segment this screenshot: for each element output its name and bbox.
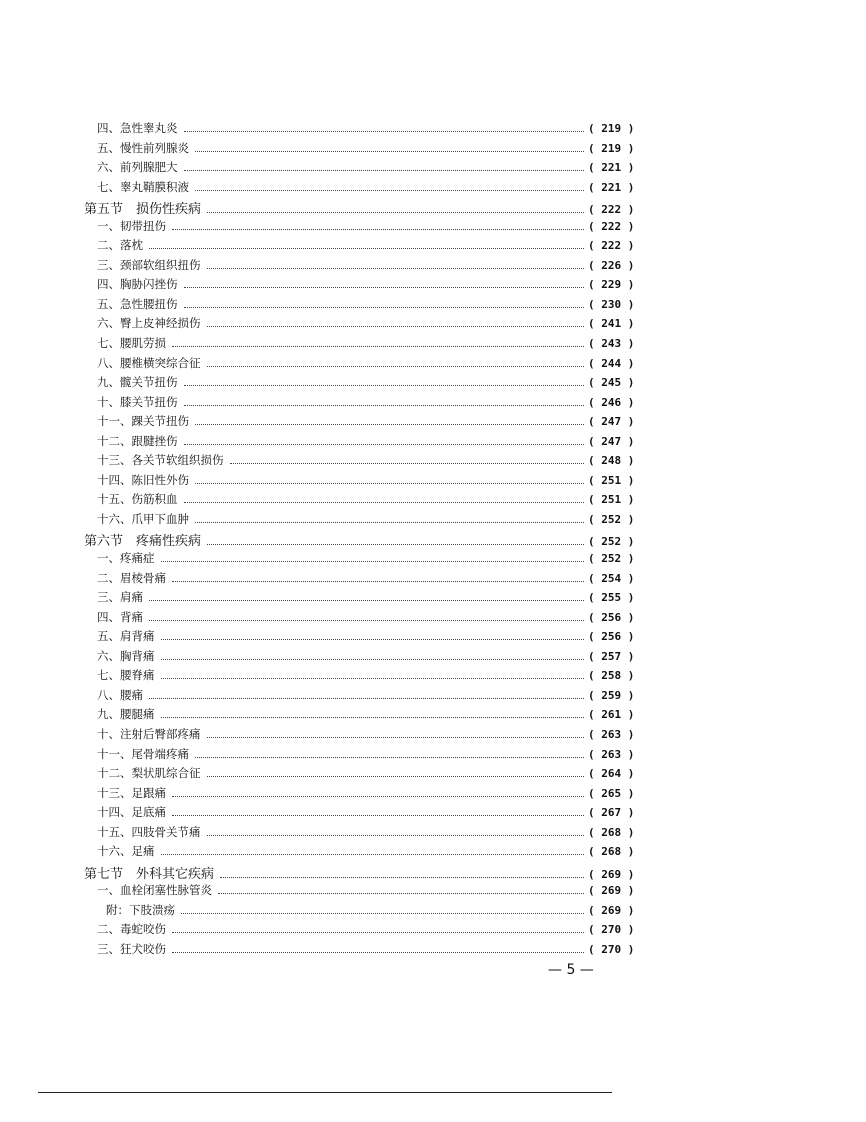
entry-page: ( 264 )	[588, 767, 635, 781]
toc-entry	[84, 609, 634, 629]
entry-page: ( 259 )	[588, 688, 635, 702]
toc-entry	[84, 394, 634, 414]
dot-leader	[207, 267, 585, 269]
entry-page: ( 243 )	[588, 337, 635, 351]
dot-leader	[184, 404, 585, 406]
entry-page: ( 241 )	[588, 317, 635, 331]
entry-title: 二、眉棱骨痛	[97, 570, 166, 585]
dot-leader	[207, 834, 585, 836]
dot-leader	[149, 697, 584, 699]
toc-entry	[84, 628, 634, 648]
entry-page: ( 254 )	[588, 571, 635, 585]
dot-leader	[220, 876, 584, 878]
entry-title: 四、急性睾丸炎	[97, 121, 178, 135]
dot-leader	[172, 814, 584, 816]
entry-title: 一、血栓闭塞性脉管炎	[97, 883, 212, 898]
entry-title: 五、肩背痛	[97, 629, 155, 644]
toc-section-heading	[84, 863, 634, 883]
dot-leader	[207, 211, 584, 213]
entry-title: 七、睾丸鞘膜积液	[97, 179, 189, 194]
entry-title: 三、狂犬咬伤	[97, 941, 166, 956]
bottom-rule	[38, 1092, 612, 1093]
entry-page: ( 269 )	[588, 867, 635, 881]
toc-entry	[84, 746, 634, 766]
toc-entry	[84, 159, 634, 179]
entry-page: ( 252 )	[588, 535, 635, 549]
entry-page: ( 256 )	[588, 630, 635, 644]
dot-leader	[207, 736, 585, 738]
entry-title: 九、髋关节扭伤	[97, 375, 178, 390]
entry-page: ( 257 )	[588, 649, 635, 663]
toc-entry	[84, 452, 634, 472]
entry-page: ( 251 )	[588, 473, 635, 487]
toc-entry	[84, 550, 634, 570]
dot-leader	[172, 580, 584, 582]
dot-leader	[207, 543, 584, 545]
entry-page: ( 270 )	[588, 923, 635, 937]
toc-entry	[84, 315, 634, 335]
toc-entry	[84, 472, 634, 492]
toc-entry	[84, 706, 634, 726]
entry-page: ( 247 )	[588, 434, 635, 448]
entry-page: ( 226 )	[588, 258, 635, 272]
dot-leader	[161, 638, 585, 640]
entry-page: ( 222 )	[588, 203, 635, 217]
dot-leader	[195, 521, 584, 523]
dot-leader	[195, 756, 584, 758]
entry-page: ( 269 )	[588, 903, 635, 917]
dot-leader	[195, 423, 584, 425]
entry-page: ( 221 )	[588, 161, 635, 175]
entry-title: 六、胸背痛	[97, 648, 155, 663]
dot-leader	[149, 619, 584, 621]
toc-entry	[84, 276, 634, 296]
entry-page: ( 222 )	[588, 239, 635, 253]
entry-page: ( 219 )	[588, 122, 635, 135]
toc-section-heading	[84, 530, 634, 550]
entry-page: ( 263 )	[588, 747, 635, 761]
entry-title: 十三、各关节软组织损伤	[97, 453, 224, 468]
entry-title: 十三、足跟痛	[97, 785, 166, 800]
toc-entry	[84, 237, 634, 257]
entry-page: ( 246 )	[588, 395, 635, 409]
dot-leader	[184, 286, 585, 288]
toc-entry	[84, 179, 634, 199]
toc-entry	[84, 218, 634, 238]
entry-title: 九、腰腿痛	[97, 707, 155, 722]
entry-title: 七、腰脊痛	[97, 668, 155, 683]
dot-leader	[149, 247, 584, 249]
toc-entry	[84, 726, 634, 746]
page-number: — 5 —	[548, 962, 594, 978]
dot-leader	[230, 462, 585, 464]
toc-entry	[84, 902, 634, 922]
entry-title: 第五节 损伤性疾病	[84, 202, 202, 218]
entry-title: 三、颈部软组织扭伤	[97, 257, 201, 272]
toc-entry	[84, 804, 634, 824]
toc-entry	[84, 296, 634, 316]
dot-leader	[172, 951, 584, 953]
toc-entry	[84, 843, 634, 863]
dot-leader	[161, 677, 585, 679]
entry-page: ( 255 )	[588, 591, 635, 605]
entry-title: 四、胸胁闪挫伤	[97, 277, 178, 292]
toc-entry	[84, 257, 634, 277]
entry-title: 五、急性腰扭伤	[97, 296, 178, 311]
dot-leader	[161, 716, 585, 718]
toc-entry	[84, 785, 634, 805]
entry-page: ( 258 )	[588, 669, 635, 683]
entry-title: 十、膝关节扭伤	[97, 394, 178, 409]
entry-page: ( 265 )	[588, 786, 635, 800]
entry-page: ( 256 )	[588, 610, 635, 624]
entry-page: ( 229 )	[588, 278, 635, 292]
dot-leader	[172, 345, 584, 347]
toc-entry	[84, 140, 634, 160]
entry-title: 十一、尾骨端疼痛	[97, 746, 189, 761]
entry-title: 七、腰肌劳损	[97, 336, 166, 351]
dot-leader	[184, 443, 585, 445]
toc-entry	[84, 120, 634, 140]
dot-leader	[172, 795, 584, 797]
toc-entry	[84, 570, 634, 590]
entry-page: ( 268 )	[588, 825, 635, 839]
dot-leader	[149, 599, 584, 601]
dot-leader	[172, 228, 584, 230]
dot-leader	[181, 912, 584, 914]
entry-page: ( 252 )	[588, 552, 635, 566]
entry-title: 八、腰椎横突综合征	[97, 355, 201, 370]
entry-page: ( 221 )	[588, 180, 635, 194]
entry-title: 十四、陈旧性外伤	[97, 472, 189, 487]
toc-entry	[84, 648, 634, 668]
toc-entry	[84, 882, 634, 902]
entry-page: ( 261 )	[588, 708, 635, 722]
entry-title: 八、腰痛	[97, 687, 143, 702]
dot-leader	[195, 189, 584, 191]
entry-title: 一、疼痛症	[97, 551, 155, 566]
dot-leader	[184, 306, 585, 308]
dot-leader	[195, 150, 584, 152]
entry-page: ( 219 )	[588, 141, 635, 155]
toc-entry	[84, 824, 634, 844]
dot-leader	[207, 325, 585, 327]
dot-leader	[161, 560, 585, 562]
entry-title: 十四、足底痛	[97, 805, 166, 820]
dot-leader	[184, 384, 585, 386]
entry-page: ( 270 )	[588, 942, 635, 956]
toc-entry	[84, 511, 634, 531]
toc-section-heading	[84, 198, 634, 218]
dot-leader	[161, 853, 585, 855]
entry-page: ( 252 )	[588, 512, 635, 526]
table-of-contents	[84, 120, 634, 961]
toc-entry	[84, 687, 634, 707]
dot-leader	[184, 169, 585, 171]
toc-entry	[84, 921, 634, 941]
entry-page: ( 247 )	[588, 415, 635, 429]
toc-entry	[84, 413, 634, 433]
entry-title: 一、韧带扭伤	[97, 218, 166, 233]
toc-entry	[84, 433, 634, 453]
entry-title: 十一、踝关节扭伤	[97, 414, 189, 429]
entry-page: ( 230 )	[588, 297, 635, 311]
entry-page: ( 251 )	[588, 493, 635, 507]
entry-title: 二、落枕	[97, 238, 143, 253]
entry-page: ( 268 )	[588, 845, 635, 859]
entry-page: ( 263 )	[588, 727, 635, 741]
entry-title: 二、毒蛇咬伤	[97, 922, 166, 937]
entry-title: 第七节 外科其它疾病	[84, 866, 215, 882]
entry-title: 十五、四肢骨关节痛	[97, 824, 201, 839]
entry-title: 四、背痛	[97, 609, 143, 624]
entry-title: 十五、伤筋积血	[97, 492, 178, 507]
dot-leader	[184, 501, 585, 503]
entry-title: 十六、爪甲下血肿	[97, 511, 189, 526]
dot-leader	[195, 482, 584, 484]
entry-page: ( 269 )	[588, 884, 635, 898]
toc-entry	[84, 941, 634, 961]
dot-leader	[161, 658, 585, 660]
entry-title: 三、肩痛	[97, 590, 143, 605]
dot-leader	[184, 130, 585, 132]
entry-title: 十六、足痛	[97, 844, 155, 859]
entry-title: 十二、跟腱挫伤	[97, 433, 178, 448]
entry-title: 五、慢性前列腺炎	[97, 140, 189, 155]
toc-entry	[84, 667, 634, 687]
dot-leader	[207, 365, 585, 367]
entry-title: 十、注射后臀部疼痛	[97, 726, 201, 741]
entry-page: ( 222 )	[588, 219, 635, 233]
toc-entry	[84, 355, 634, 375]
toc-entry	[84, 589, 634, 609]
entry-title: 十二、梨状肌综合征	[97, 766, 201, 781]
entry-page: ( 244 )	[588, 356, 635, 370]
entry-page: ( 245 )	[588, 376, 635, 390]
toc-entry	[84, 374, 634, 394]
entry-page: ( 267 )	[588, 806, 635, 820]
toc-entry	[84, 335, 634, 355]
dot-leader	[207, 775, 585, 777]
entry-title: 第六节 疼痛性疾病	[84, 534, 202, 550]
dot-leader	[172, 931, 584, 933]
entry-title: 六、前列腺肥大	[97, 160, 178, 175]
toc-entry	[84, 765, 634, 785]
dot-leader	[218, 892, 584, 894]
entry-title: 附：下肢溃疡	[106, 902, 175, 917]
toc-entry	[84, 491, 634, 511]
entry-page: ( 248 )	[588, 454, 635, 468]
entry-title: 六、臀上皮神经损伤	[97, 316, 201, 331]
